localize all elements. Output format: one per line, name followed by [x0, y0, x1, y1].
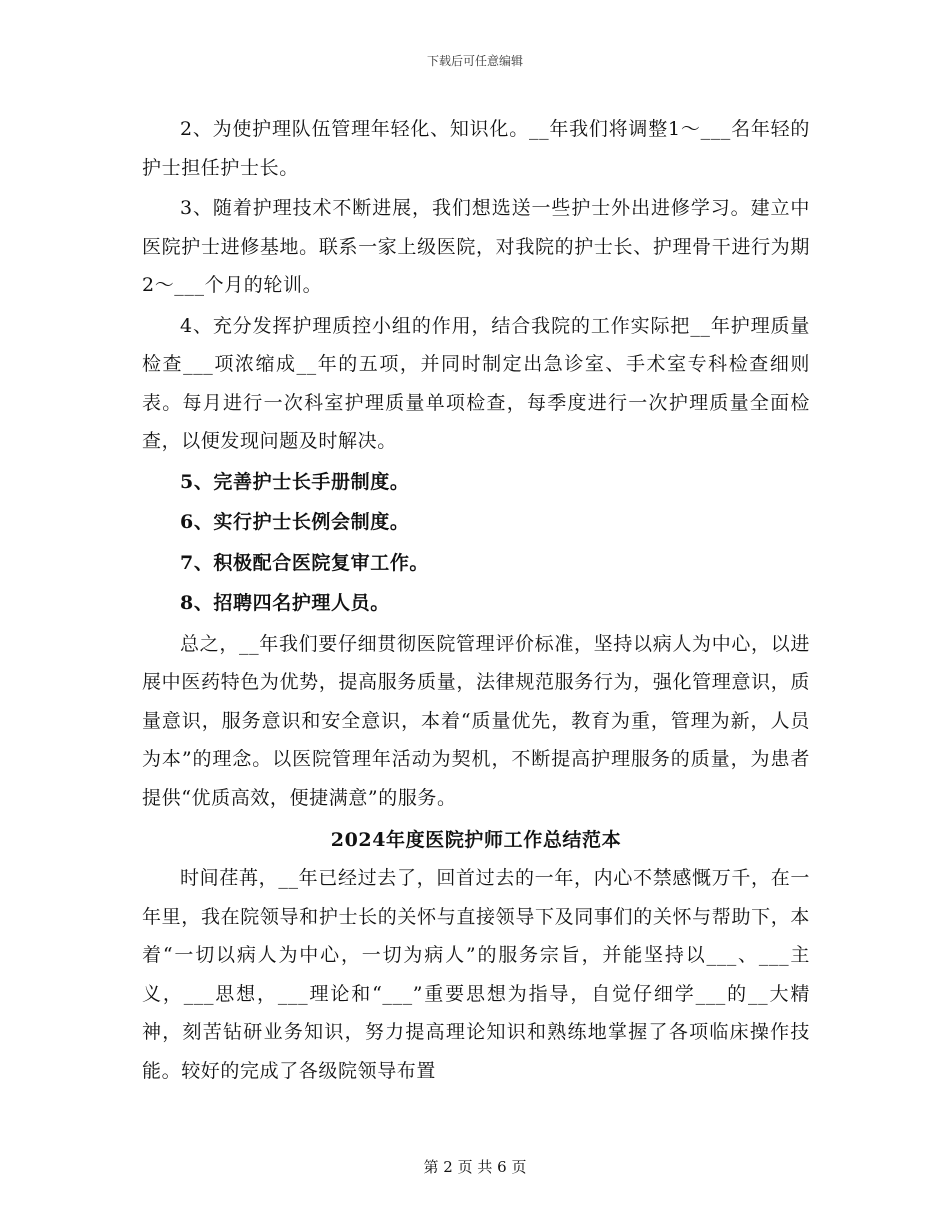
page-footer: 第 2 页 共 6 页: [423, 1158, 527, 1176]
section-title: 2024年度医院护师工作总结范本: [330, 829, 622, 851]
paragraph-item-2: 2、为使护理队伍管理年轻化、知识化。__年我们将调整1～___名年轻的护士担任护士长。: [142, 118, 810, 179]
paragraph-item-7: 7、积极配合医院复审工作。: [180, 551, 430, 574]
document-body: [142, 110, 810, 1092]
paragraph-item-5: 5、完善护士长手册制度。: [180, 470, 410, 493]
paragraph-item-3: 3、随着护理技术不断进展，我们想选送一些护士外出进修学习。建立中医院护士进修基地。联系一家上级医院，对我院的护士长、护理骨干进行为期2～___个月的轮训。: [142, 197, 810, 296]
section-paragraph: 时间荏苒，__年已经过去了，回首过去的一年，内心不禁感慨万千，在一年里，我在院领导和护士长的关怀与直接领导下及同事们的关怀与帮助下，本着“一切以病人为中心，一切为病人”的服务宗旨，并能坚持以___、___主义，___思想，___理论和“___”重要思想为指导，自觉仔细学___的__大精神，刻苦钻研业务知识，努力提高理论知识和熟练地掌握了各项临床操作技能。较好的完成了各级院领导布置: [142, 867, 810, 1082]
summary-paragraph: 总之，__年我们要仔细贯彻医院管理评价标准，坚持以病人为中心，以进展中医药特色为优势，提高服务质量，法律规范服务行为，强化管理意识，质量意识，服务意识和安全意识，本着“质量优先，教育为重，管理为新，人员为本”的理念。以医院管理年活动为契机，不断提高护理服务的质量，为患者提供“优质高效，便捷满意”的服务。: [142, 632, 810, 809]
paragraph-item-6: 6、实行护士长例会制度。: [180, 511, 410, 533]
header-note: 下载后可任意编辑: [426, 54, 523, 68]
paragraph-item-4: 4、充分发挥护理质控小组的作用，结合我院的工作实际把__年护理质量检查___项浓缩成__年的五项，并同时制定出急诊室、手术室专科检查细则表。每月进行一次科室护理质量单项检查，每季度进行一次护理质量全面检查，以便发现问题及时解决。: [142, 314, 810, 452]
paragraph-item-8: 8、招聘四名护理人员。: [180, 592, 390, 614]
